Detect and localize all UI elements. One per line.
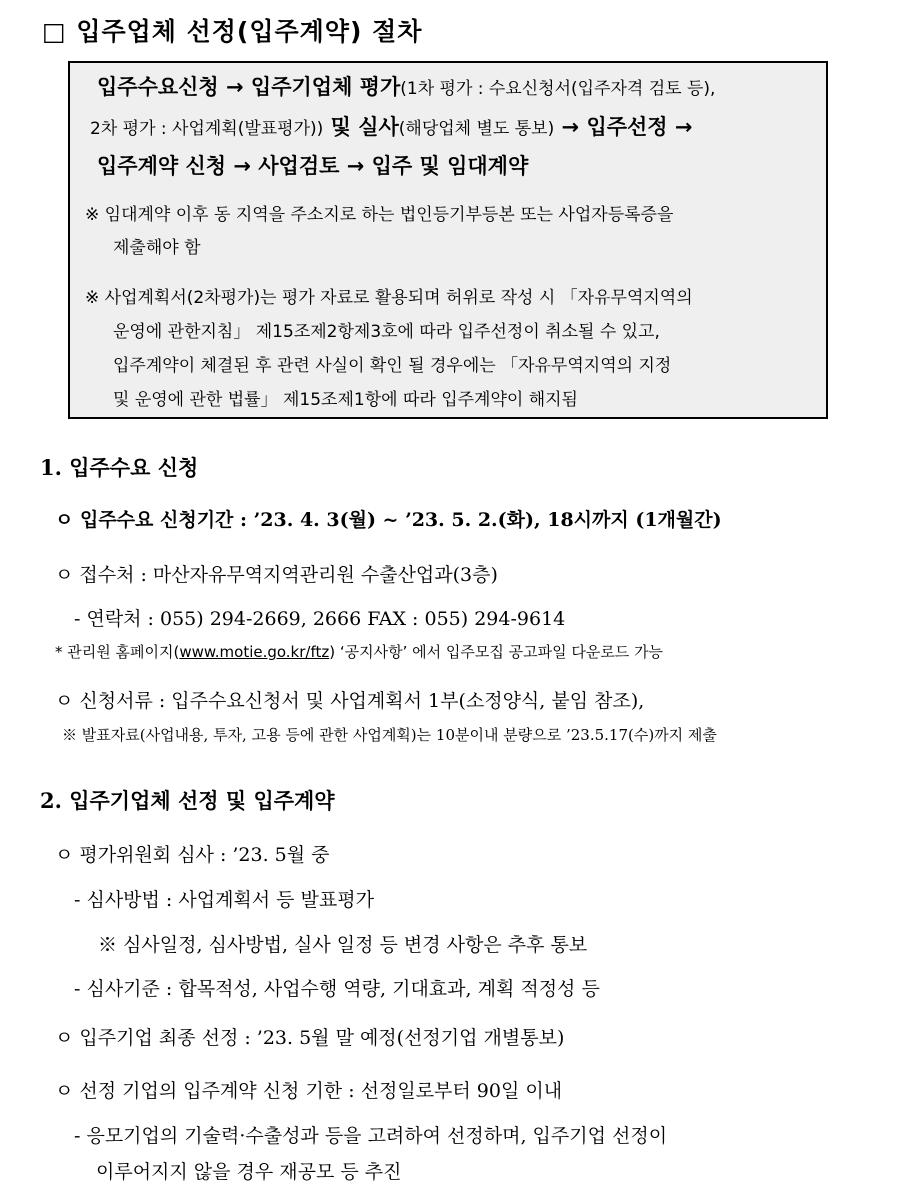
note-business-plan: ※ 사업계획서(2차평가)는 평가 자료로 활용되며 허위로 작성 시 「자유무역지역의 [85,288,693,308]
contact-info: - 연락처 : 055) 294-2669, 2666 FAX : 055) 294-9614 [74,608,566,630]
contract-deadline: ㅇ 선정 기업의 입주계약 신청 기한 : 선정일로부터 90일 이내 [55,1080,563,1102]
section-1-heading: 1. 입주수요 신청 [40,455,199,480]
flow-line-2 [90,106,693,150]
flow-line-3 [97,145,528,187]
note-lease: ※ 임대계약 이후 동 지역을 주소지로 하는 법인등기부등본 또는 사업자등록증을 [85,205,674,225]
flow-step-text: 및 실사 [323,115,399,139]
note-business-plan-cont: 입주계약이 체결된 후 관련 사실이 확인 될 경우에는 「자유무역지역의 지정 [113,356,672,376]
page-title: □ 입주업체 선정(입주계약) 절차 [42,17,423,46]
note-business-plan-cont: 및 운영에 관한 법률」 제15조제1항에 따라 입주계약이 해지됨 [113,390,578,410]
download-note-suffix: ) ‘공지사항’ 에서 입주모집 공고파일 다운로드 가능 [329,643,664,661]
selection-criteria-line-cont: 이루어지지 않을 경우 재공모 등 추진 [96,1161,402,1183]
note-business-plan-cont: 운영에 관한지침」 제15조제2항제3호에 따라 입주선정이 취소될 수 있고, [113,322,660,342]
flow-step-text: → 입주선정 → [554,115,693,139]
homepage-link[interactable]: www.motie.go.kr/ftz [179,643,330,661]
final-selection: ㅇ 입주기업 최종 선정 : ’23. 5월 말 예정(선정기업 개별통보) [55,1027,565,1049]
note-lease-cont: 제출해야 함 [113,238,201,258]
flow-step-text: 입주수요신청 → 입주기업체 평가 [97,75,401,99]
download-note-prefix: * 관리원 홈페이지( [55,643,180,661]
review-method-note: ※ 심사일정, 심사방법, 실사 일정 등 변경 사항은 추후 통보 [98,934,588,956]
review-method: - 심사방법 : 사업계획서 등 발표평가 [74,889,374,911]
flow-step-text: 입주계약 신청 → 사업검토 → 입주 및 임대계약 [97,154,529,178]
required-documents: ㅇ 신청서류 : 입주수요신청서 및 사업계획서 1부(소정양식, 붙임 참조), [55,690,645,712]
presentation-note: ※ 발표자료(사업내용, 투자, 고용 등에 관한 사업계획)는 10분이내 분량으로 ’23.5.17(수)까지 제출 [62,726,717,744]
flow-line-1 [97,66,715,110]
flow-detail-text: (1차 평가 : 수요신청서(입주자격 검토 등), [400,79,716,99]
receipt-office: ㅇ 접수처 : 마산자유무역지역관리원 수출산업과(3층) [55,564,498,586]
download-note [55,641,663,662]
selection-criteria-line: - 응모기업의 기술력·수출성과 등을 고려하여 선정하며, 입주기업 선정이 [74,1125,668,1147]
procedure-box [68,61,828,419]
committee-review: ㅇ 평가위원회 심사 : ’23. 5월 중 [55,844,330,866]
section-2-heading: 2. 입주기업체 선정 및 입주계약 [40,788,335,813]
flow-detail-text: 2차 평가 : 사업계획(발표평가)) [90,119,324,139]
application-period: ㅇ 입주수요 신청기간 : ’23. 4. 3(월) ~ ’23. 5. 2.(화), 18시까지 (1개월간) [55,509,722,531]
review-criteria: - 심사기준 : 합목적성, 사업수행 역량, 기대효과, 계획 적정성 등 [74,978,600,1000]
flow-detail-text: (해당업체 별도 통보) [398,119,555,139]
